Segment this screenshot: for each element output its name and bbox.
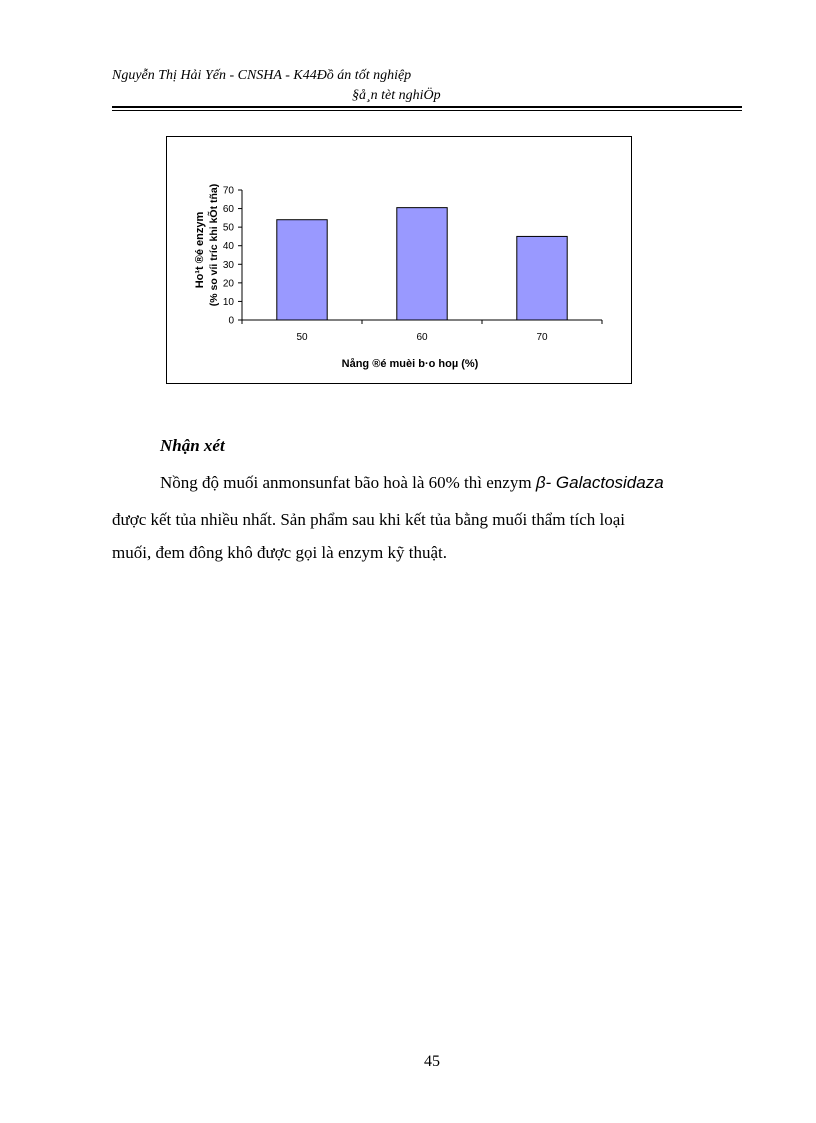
paragraph-line-3: muối, đem đông khô được gọi là enzym kỹ thuật.	[112, 543, 448, 562]
y-tick-label: 0	[228, 315, 234, 327]
x-tick-label: 60	[416, 332, 428, 343]
header-title-line: §å¸n tèt nghiÖp	[352, 88, 441, 103]
y-tick-label: 50	[222, 222, 234, 234]
header-rule-thick	[112, 106, 742, 108]
bar-60	[397, 208, 447, 320]
bar-chart	[167, 137, 631, 383]
p1-text: Nồng độ muối anmonsunfat bão hoà là 60% thì enzym	[160, 473, 536, 492]
enzyme-name: - Galactosidaza	[545, 473, 664, 492]
x-tick-label: 70	[536, 332, 548, 343]
bar-70	[517, 236, 567, 320]
bar-50	[277, 220, 327, 320]
y-tick-label: 70	[222, 185, 234, 197]
y-axis-subtitle: (% so víi tríc khi kÕt tña)	[208, 183, 220, 307]
page-number: 45	[424, 1053, 440, 1070]
chart-frame	[166, 136, 632, 384]
paragraph-line-2: được kết tủa nhiều nhất. Sản phẩm sau khi kết tủa bằng muối thẩm tích loại	[112, 510, 625, 529]
y-tick-label: 30	[222, 259, 234, 271]
header-author-line: Nguyễn Thị Hải Yến - CNSHA - K44Đồ án tốt nghiệp	[112, 68, 412, 83]
section-heading: Nhận xét	[160, 436, 225, 455]
y-tick-label: 40	[222, 241, 234, 253]
y-tick-label: 10	[222, 296, 234, 308]
y-tick-label: 20	[222, 278, 234, 290]
header-rule-thin	[112, 110, 742, 111]
y-axis-title: Ho¹t ®é enzym	[194, 211, 206, 289]
x-axis-title: Nång ®é muèi b·o hoµ (%)	[341, 358, 479, 370]
paragraph-line-1	[160, 473, 664, 493]
y-tick-label: 60	[222, 204, 234, 216]
x-tick-label: 50	[296, 332, 308, 343]
beta-symbol: β	[535, 473, 546, 492]
